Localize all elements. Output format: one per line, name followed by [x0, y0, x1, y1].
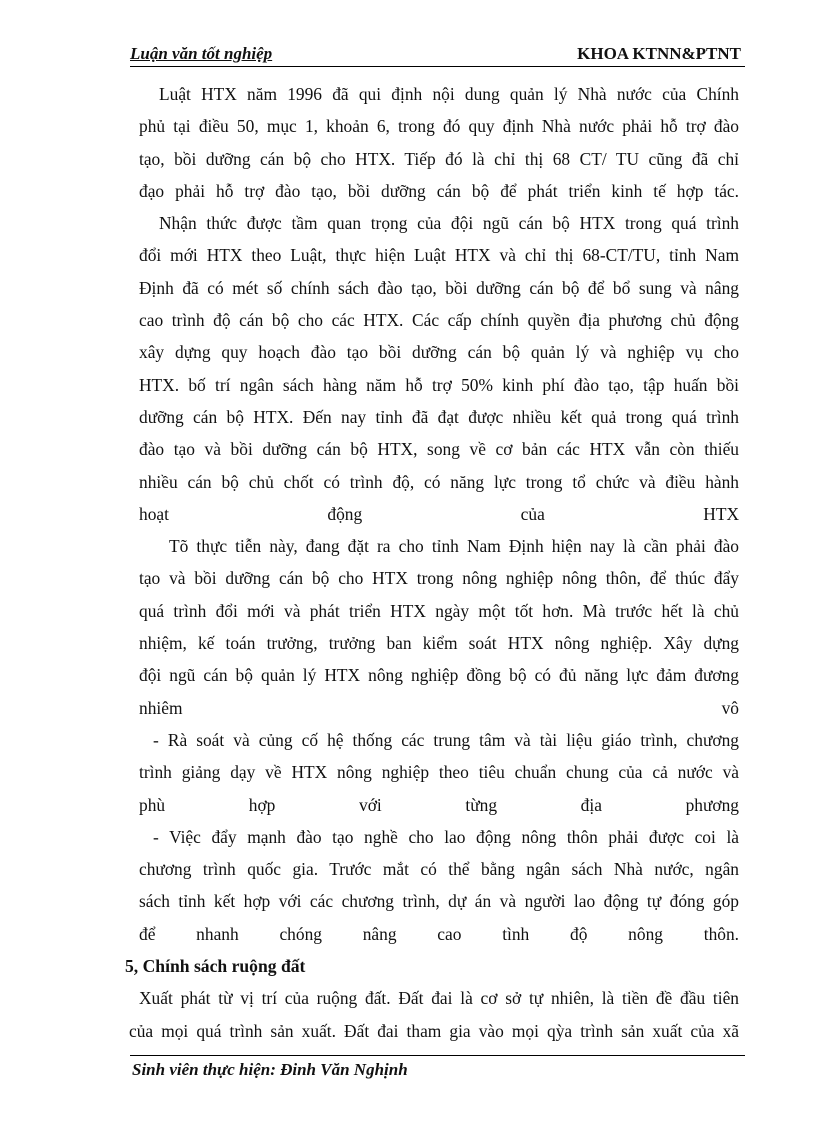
- text-line: - Việc đẩy mạnh đào tạo nghề cho lao động nông thôn phải được coi là: [153, 826, 739, 847]
- text-line: hoạt động của HTX: [139, 503, 739, 524]
- thesis-label: Luận văn tốt nghiệp: [130, 44, 273, 63]
- text-line: dưỡng cán bộ HTX. Đến nay tỉnh đã đạt được nhiều kết quả trong quá trình: [139, 406, 739, 427]
- text-line: đổi mới HTX theo Luật, thực hiện Luật HTX và chỉ thị 68-CT/TU, tỉnh Nam: [139, 245, 739, 266]
- text-line: tạo và bồi dưỡng cán bộ cho HTX trong nông nghiệp nông thôn, để thúc đẩy: [139, 568, 739, 589]
- footer-divider: [130, 1055, 745, 1056]
- text-line: quá trình đổi mới và phát triển HTX ngày một tốt hơn. Mà trước hết là chủ: [139, 600, 739, 621]
- text-line: đội ngũ cán bộ quản lý HTX nông nghiệp đồng bộ có đủ năng lực đảm đương: [139, 665, 739, 686]
- text-line: nhiệm, kế toán trưởng, trưởng ban kiểm soát HTX nông nghiệp. Xây dựng: [139, 633, 739, 654]
- text-line: xây dựng quy hoạch đào tạo bồi dưỡng cán bộ quản lý và nghiệp vụ cho: [139, 342, 739, 363]
- text-line: phủ tại điều 50, mục 1, khoản 6, trong đó quy định Nhà nước phải hỗ trợ đào: [139, 116, 739, 137]
- document-body: [125, 78, 739, 1047]
- text-line: Xuất phát từ vị trí của ruộng đất. Đất đai là cơ sở tự nhiên, là tiền đề đầu tiên: [139, 988, 739, 1009]
- faculty-label: KHOA KTNN&PTNT: [577, 44, 741, 63]
- text-line: nhiêm vô: [139, 697, 739, 718]
- text-line: Tõ thực tiễn này, đang đặt ra cho tỉnh Nam Định hiện nay là cần phải đào: [169, 536, 739, 557]
- text-line: Luật HTX năm 1996 đã qui định nội dung quản lý Nhà nước của Chính: [159, 84, 739, 104]
- section-heading: 5, Chính sách ruộng đất: [125, 956, 306, 977]
- text-line: - Rà soát và củng cố hệ thống các trung tâm và tài liệu giáo trình, chương: [153, 729, 739, 750]
- text-line: Định đã có mét số chính sách đào tạo, bồi dưỡng cán bộ để bổ sung và nâng: [139, 277, 739, 298]
- text-line: của mọi quá trình sản xuất. Đất đai tham gia vào mọi qỳa trình sản xuất của xã: [129, 1020, 739, 1041]
- text-line: tạo, bồi dưỡng cán bộ cho HTX. Tiếp đó là chỉ thị 68 CT/ TU cũng đã chỉ: [139, 148, 739, 169]
- text-line: sách tỉnh kết hợp với các chương trình, dự án và người lao động tự đóng góp: [139, 891, 739, 912]
- text-line: phù hợp với từng địa phương: [139, 794, 739, 815]
- text-line: Nhận thức được tầm quan trọng của đội ngũ cán bộ HTX trong quá trình: [159, 213, 739, 234]
- text-line: đạo phải hỗ trợ đào tạo, bồi dưỡng cán bộ để phát triển kinh tế hợp tác.: [139, 180, 739, 201]
- footer-author: Sinh viên thực hiện: Đinh Văn Nghịnh: [132, 1060, 408, 1079]
- text-line: HTX. bố trí ngân sách hàng năm hỗ trợ 50% kinh phí đào tạo, tập huấn bồi: [139, 374, 739, 395]
- text-line: để nhanh chóng nâng cao tình độ nông thôn.: [139, 923, 739, 944]
- text-line: cao trình độ cán bộ cho các HTX. Các cấp chính quyền địa phương chủ động: [139, 310, 739, 331]
- text-line: chương trình quốc gia. Trước mắt có thể bằng ngân sách Nhà nước, ngân: [139, 859, 739, 880]
- text-line: đào tạo và bồi dưỡng cán bộ HTX, song về cơ bản các HTX vẫn còn thiếu: [139, 439, 739, 460]
- page-header: [130, 42, 745, 67]
- text-line: trình giảng dạy về HTX nông nghiệp theo tiêu chuẩn chung của cả nước và: [139, 762, 739, 783]
- text-line: nhiều cán bộ chủ chốt có trình độ, có năng lực trong tổ chức và điều hành: [139, 471, 739, 492]
